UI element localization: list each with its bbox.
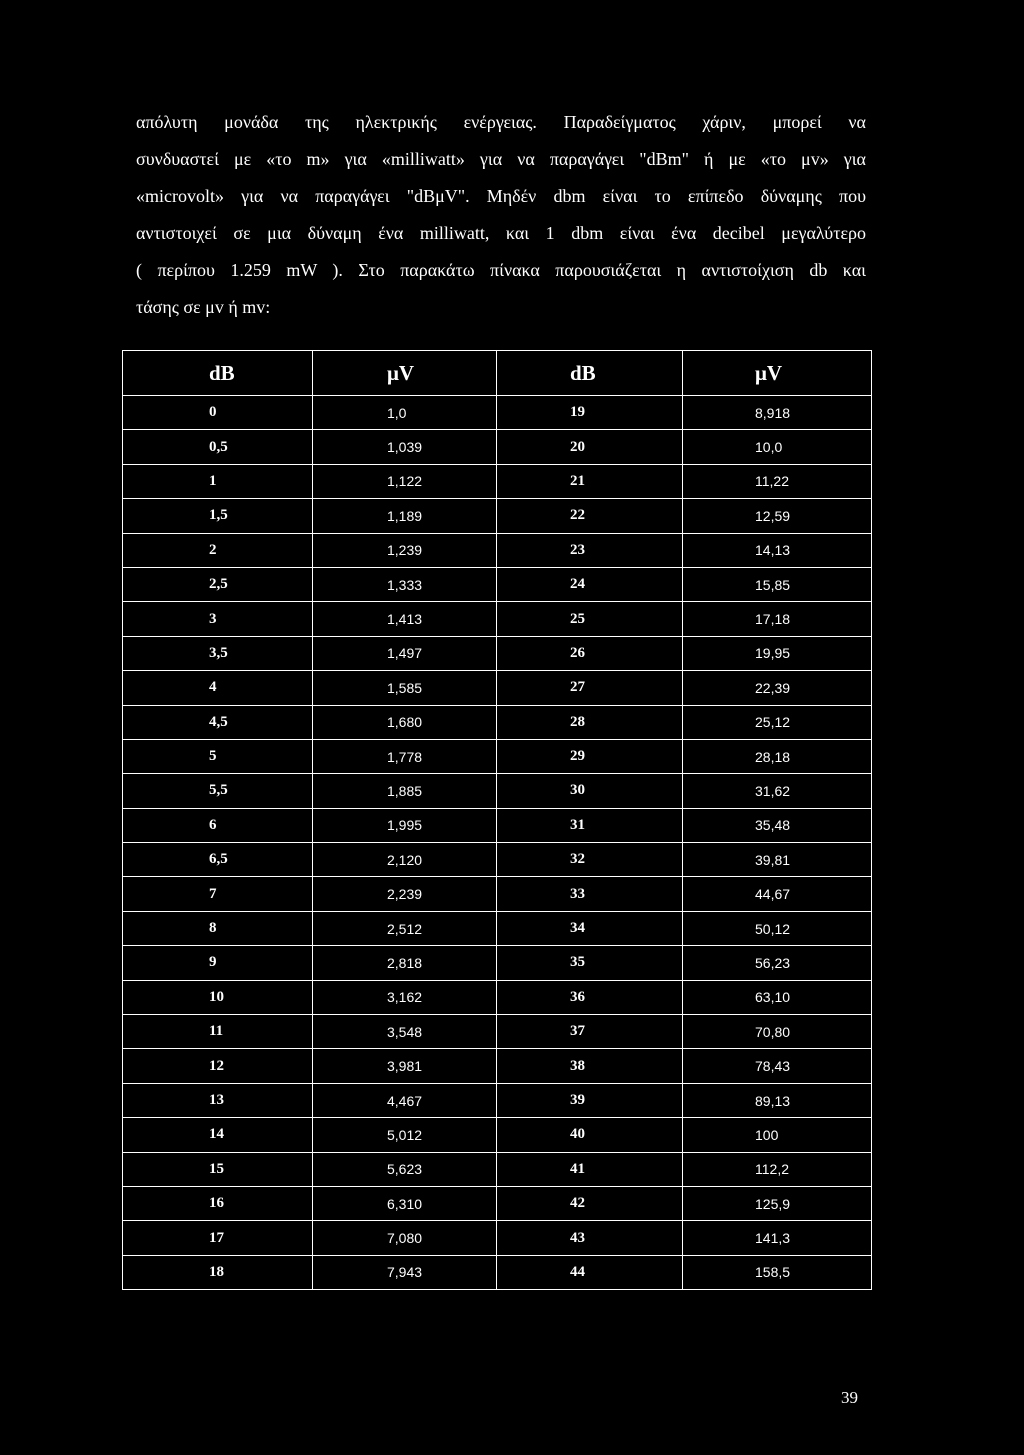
cell-db: 31 xyxy=(497,808,683,842)
table-header-row xyxy=(123,351,872,396)
cell-db: 13 xyxy=(123,1083,313,1117)
table-row xyxy=(123,1186,872,1220)
cell-db: 22 xyxy=(497,499,683,533)
table-row xyxy=(123,843,872,877)
cell-db: 2,5 xyxy=(123,567,313,601)
cell-db: 0 xyxy=(123,396,313,430)
cell-uv: 2,120 xyxy=(313,843,497,877)
cell-db: 37 xyxy=(497,1015,683,1049)
cell-uv: 1,189 xyxy=(313,499,497,533)
cell-uv: 1,122 xyxy=(313,464,497,498)
table-row xyxy=(123,980,872,1014)
table-row xyxy=(123,1118,872,1152)
table-row xyxy=(123,808,872,842)
cell-uv: 28,18 xyxy=(683,739,872,773)
cell-db: 25 xyxy=(497,602,683,636)
cell-uv: 1,778 xyxy=(313,739,497,773)
table-row xyxy=(123,430,872,464)
table-row xyxy=(123,567,872,601)
cell-db: 10 xyxy=(123,980,313,1014)
cell-db: 4,5 xyxy=(123,705,313,739)
table-row xyxy=(123,739,872,773)
cell-db: 41 xyxy=(497,1152,683,1186)
cell-uv: 63,10 xyxy=(683,980,872,1014)
cell-db: 36 xyxy=(497,980,683,1014)
cell-uv: 39,81 xyxy=(683,843,872,877)
table-row xyxy=(123,1255,872,1289)
table-body xyxy=(123,396,872,1290)
cell-uv: 1,413 xyxy=(313,602,497,636)
cell-db: 17 xyxy=(123,1221,313,1255)
cell-uv: 22,39 xyxy=(683,671,872,705)
cell-uv: 44,67 xyxy=(683,877,872,911)
cell-db: 18 xyxy=(123,1255,313,1289)
paragraph-line: ( περίπου 1.259 mW ). Στο παρακάτω πίνακα παρουσιάζεται η αντιστοίχιση db και xyxy=(136,260,866,280)
cell-uv: 1,995 xyxy=(313,808,497,842)
cell-db: 14 xyxy=(123,1118,313,1152)
cell-db: 33 xyxy=(497,877,683,911)
cell-uv: 6,310 xyxy=(313,1186,497,1220)
header-uv: μV xyxy=(683,351,872,396)
cell-uv: 78,43 xyxy=(683,1049,872,1083)
table-row xyxy=(123,1049,872,1083)
cell-db: 6 xyxy=(123,808,313,842)
cell-db: 32 xyxy=(497,843,683,877)
paragraph-line: αντιστοιχεί σε μια δύναμη ένα milliwatt, και 1 dbm είναι ένα decibel μεγαλύτερο xyxy=(136,223,866,243)
body-paragraph xyxy=(136,104,866,326)
cell-uv: 158,5 xyxy=(683,1255,872,1289)
table-row xyxy=(123,877,872,911)
table-row xyxy=(123,1152,872,1186)
table-row xyxy=(123,533,872,567)
cell-uv: 2,818 xyxy=(313,946,497,980)
table-row xyxy=(123,911,872,945)
cell-uv: 141,3 xyxy=(683,1221,872,1255)
table-row xyxy=(123,1083,872,1117)
header-db: dB xyxy=(497,351,683,396)
cell-db: 38 xyxy=(497,1049,683,1083)
cell-uv: 1,497 xyxy=(313,636,497,670)
cell-db: 30 xyxy=(497,774,683,808)
cell-uv: 7,080 xyxy=(313,1221,497,1255)
cell-uv: 3,162 xyxy=(313,980,497,1014)
table-row xyxy=(123,671,872,705)
table-row xyxy=(123,464,872,498)
cell-db: 26 xyxy=(497,636,683,670)
cell-uv: 2,239 xyxy=(313,877,497,911)
cell-uv: 17,18 xyxy=(683,602,872,636)
cell-uv: 1,039 xyxy=(313,430,497,464)
cell-uv: 100 xyxy=(683,1118,872,1152)
cell-db: 27 xyxy=(497,671,683,705)
cell-db: 12 xyxy=(123,1049,313,1083)
cell-uv: 1,333 xyxy=(313,567,497,601)
cell-uv: 15,85 xyxy=(683,567,872,601)
page-number: 39 xyxy=(841,1388,858,1407)
table-row xyxy=(123,499,872,533)
table-row xyxy=(123,1221,872,1255)
table-row xyxy=(123,636,872,670)
cell-uv: 112,2 xyxy=(683,1152,872,1186)
cell-db: 21 xyxy=(497,464,683,498)
cell-db: 39 xyxy=(497,1083,683,1117)
cell-db: 35 xyxy=(497,946,683,980)
cell-uv: 8,918 xyxy=(683,396,872,430)
cell-db: 28 xyxy=(497,705,683,739)
paragraph-line: τάσης σε μv ή mv: xyxy=(136,297,271,317)
cell-db: 1 xyxy=(123,464,313,498)
cell-uv: 5,012 xyxy=(313,1118,497,1152)
cell-uv: 56,23 xyxy=(683,946,872,980)
cell-uv: 70,80 xyxy=(683,1015,872,1049)
cell-uv: 14,13 xyxy=(683,533,872,567)
cell-db: 24 xyxy=(497,567,683,601)
table-row xyxy=(123,705,872,739)
cell-db: 0,5 xyxy=(123,430,313,464)
cell-uv: 19,95 xyxy=(683,636,872,670)
paragraph-line: απόλυτη μονάδα της ηλεκτρικής ενέργειας. Παραδείγματος χάριν, μπορεί να xyxy=(136,112,866,132)
cell-uv: 12,59 xyxy=(683,499,872,533)
table-row xyxy=(123,946,872,980)
cell-uv: 31,62 xyxy=(683,774,872,808)
cell-db: 19 xyxy=(497,396,683,430)
cell-db: 3,5 xyxy=(123,636,313,670)
header-uv: μV xyxy=(313,351,497,396)
cell-uv: 5,623 xyxy=(313,1152,497,1186)
cell-uv: 1,239 xyxy=(313,533,497,567)
cell-db: 15 xyxy=(123,1152,313,1186)
table-row xyxy=(123,1015,872,1049)
table-row xyxy=(123,602,872,636)
paragraph-line: «microvolt» για να παραγάγει "dBμV". Μηδέν dbm είναι το επίπεδο δύναμης που xyxy=(136,186,866,206)
cell-db: 29 xyxy=(497,739,683,773)
cell-db: 3 xyxy=(123,602,313,636)
cell-uv: 35,48 xyxy=(683,808,872,842)
cell-uv: 10,0 xyxy=(683,430,872,464)
cell-uv: 3,548 xyxy=(313,1015,497,1049)
cell-db: 20 xyxy=(497,430,683,464)
cell-db: 4 xyxy=(123,671,313,705)
table-row xyxy=(123,774,872,808)
cell-uv: 7,943 xyxy=(313,1255,497,1289)
cell-db: 40 xyxy=(497,1118,683,1152)
paragraph-line: συνδυαστεί με «το m» για «milliwatt» για να παραγάγει "dBm" ή με «το μv» για xyxy=(136,149,866,169)
cell-uv: 1,680 xyxy=(313,705,497,739)
cell-db: 5 xyxy=(123,739,313,773)
cell-uv: 50,12 xyxy=(683,911,872,945)
cell-db: 1,5 xyxy=(123,499,313,533)
table-row xyxy=(123,396,872,430)
header-db: dB xyxy=(123,351,313,396)
cell-db: 23 xyxy=(497,533,683,567)
cell-uv: 2,512 xyxy=(313,911,497,945)
cell-uv: 1,885 xyxy=(313,774,497,808)
cell-db: 2 xyxy=(123,533,313,567)
cell-db: 44 xyxy=(497,1255,683,1289)
cell-db: 16 xyxy=(123,1186,313,1220)
db-uv-table xyxy=(122,350,872,1290)
cell-uv: 1,585 xyxy=(313,671,497,705)
cell-db: 43 xyxy=(497,1221,683,1255)
cell-db: 42 xyxy=(497,1186,683,1220)
cell-db: 11 xyxy=(123,1015,313,1049)
cell-db: 6,5 xyxy=(123,843,313,877)
cell-db: 9 xyxy=(123,946,313,980)
cell-uv: 125,9 xyxy=(683,1186,872,1220)
cell-uv: 89,13 xyxy=(683,1083,872,1117)
cell-uv: 3,981 xyxy=(313,1049,497,1083)
cell-db: 7 xyxy=(123,877,313,911)
cell-db: 34 xyxy=(497,911,683,945)
cell-uv: 11,22 xyxy=(683,464,872,498)
cell-db: 5,5 xyxy=(123,774,313,808)
cell-uv: 4,467 xyxy=(313,1083,497,1117)
cell-uv: 1,0 xyxy=(313,396,497,430)
cell-db: 8 xyxy=(123,911,313,945)
cell-uv: 25,12 xyxy=(683,705,872,739)
